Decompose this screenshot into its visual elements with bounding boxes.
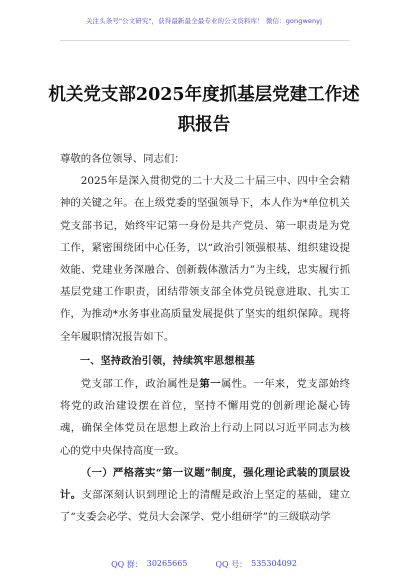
qq-value: 535304092: [251, 558, 297, 568]
subsection-1-heading: （一）严格落实“第一议题”制度，强化理论武装的顶层设计。: [60, 466, 350, 502]
section-1-text-a: 党支部工作，政治属性是: [80, 378, 200, 391]
subsection-1-text: 支部深刻认识到理论上的清醒是政治上坚定的基础，建立了“支委会必学、党员大会深学、党小组研学”的三级联动学: [60, 489, 351, 524]
document-title: [40, 80, 368, 140]
intro-paragraph: 2025年是深入贯彻党的二十大及二十届三中、四中全会精神的关键之年。在上级党委的坚强领导下，本人作为*单位机关党支部书记，始终牢记第一身份是共产党员、第一职责是为党工作，紧密围绕团中心任务，以“政治引领强根基、组织建设提效能、党建业务深融合、创新载体激活力”为主线，忠实履行抓基层党建工作职责，团结带领支部全体党员锐意进取、扎实工作，为推动*水务事业高质量发展提供了坚实的组织保障。现将全年履职情况报告如下。: [60, 175, 350, 343]
header-banner-text: 关注头条号"公文研究"，获得最新最全最专业的公文资料库！ 微信：gongwenyj: [85, 16, 323, 25]
footer-contact: [0, 554, 408, 574]
document-body: [60, 148, 350, 528]
subsection-1-paragraph: [60, 462, 350, 529]
header-divider: [60, 40, 350, 41]
title-line-2: 职报告: [177, 115, 231, 135]
qq-group-label: QQ 群：: [111, 559, 143, 569]
footer-qq-number: [215, 559, 296, 570]
qq-label: QQ 号：: [215, 559, 248, 569]
section-1-emphasis: 第一: [199, 378, 221, 391]
salutation: 尊敬的各位领导、同志们：: [60, 153, 185, 165]
section-1-paragraph: [60, 373, 350, 462]
section-1-text-b: 属性。一年来，党支部始终将党的政治建设摆在首位，坚持不懈用党的创新理论凝心铸魂，确保全体党员在思想上政治上行动上同以习近平同志为核心的党中央保持高度一致。: [60, 378, 351, 457]
section-1-heading: 一、坚持政治引领，持续筑牢思想根基: [80, 355, 256, 367]
title-line-1: 机关党支部2025年度抓基层党建工作述: [48, 85, 360, 105]
footer-qq-group: [111, 559, 187, 570]
qq-group-value: 30265665: [146, 558, 188, 568]
header-banner: [0, 0, 408, 40]
